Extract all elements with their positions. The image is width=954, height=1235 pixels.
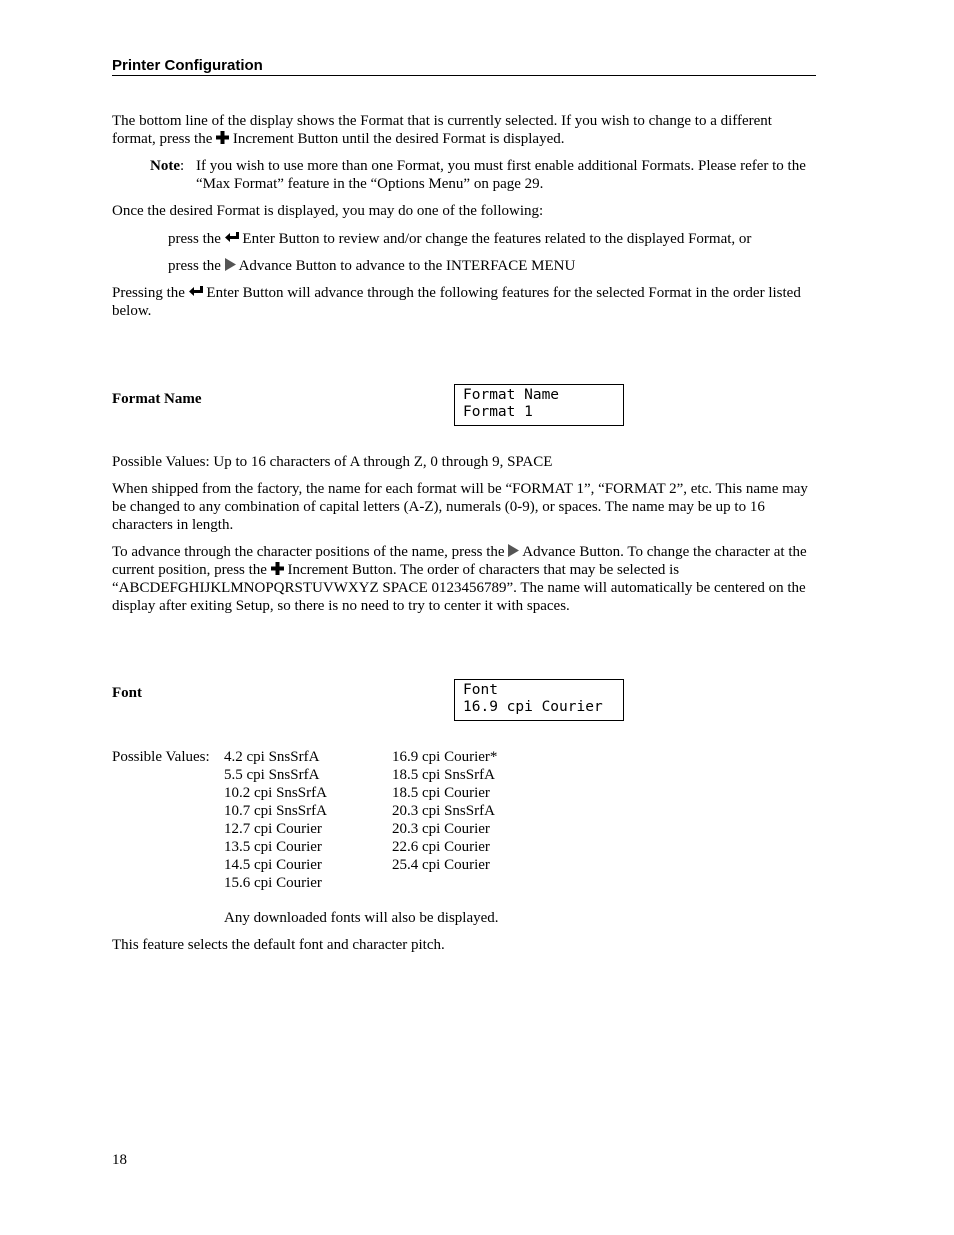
list-item: 10.7 cpi SnsSrfA [224,803,327,819]
intro-paragraph-3 [112,284,816,320]
font-heading: Font [112,685,142,701]
format-name-p2-text-c: Increment Button. The order of characters that may be selected is “ABCDEFGHIJKLMNOPQRSTUVWXYZ SPACE 0123456789”. The name will automatically be centered on the display after exiting Setup, so there is no need to try to center it with spaces. [112,562,806,614]
option-advance-text-b: Advance Button to advance to the INTERFACE MENU [238,258,576,274]
format-name-paragraph-2 [112,543,816,615]
option-advance-text-a: press the [168,258,221,274]
format-name-lcd-display [454,384,624,426]
font-possible-values-label: Possible Values: [112,749,210,765]
page-header-title: Printer Configuration [112,57,263,74]
note-label: Note [150,158,180,174]
page-number: 18 [112,1152,127,1168]
lcd-line-2: Format 1 [463,404,533,420]
font-lcd-display [454,679,624,721]
option-enter-text-b: Enter Button to review and/or change the features related to the displayed Format, or [242,231,752,247]
enter-arrow-icon [225,232,239,244]
list-item: 5.5 cpi SnsSrfA [224,767,320,783]
format-name-possible-values: Possible Values: Up to 16 characters of A through Z, 0 through 9, SPACE [112,454,553,470]
intro-paragraph-2: Once the desired Format is displayed, you may do one of the following: [112,203,544,219]
font-values-column-2 [392,748,497,874]
font-downloaded-note: Any downloaded fonts will also be displayed. [224,910,499,926]
list-item: 16.9 cpi Courier* [392,749,498,765]
list-item: 10.2 cpi SnsSrfA [224,785,327,801]
intro-p1-text-a: The bottom line of the display shows the Format that is currently selected. If you wish to change to a different format, press the [112,113,772,147]
option-advance [168,257,816,275]
right-triangle-icon [225,258,236,271]
note-block [150,157,816,192]
plus-icon [216,131,229,144]
enter-arrow-icon [189,286,203,298]
option-enter-text-a: press the [168,231,221,247]
format-name-heading: Format Name [112,391,202,407]
list-item: 20.3 cpi SnsSrfA [392,803,495,819]
option-enter [168,230,816,248]
list-item: 22.6 cpi Courier [392,839,490,855]
right-triangle-icon [508,544,519,557]
font-description: This feature selects the default font and character pitch. [112,937,445,953]
list-item: 12.7 cpi Courier [224,821,322,837]
lcd-line-1: Format Name [463,387,560,403]
intro-p3-text-a: Pressing the [112,285,185,301]
format-name-p2-text-b: Advance Button. To change the character at the current position, press the [112,544,807,578]
intro-p1-text-b: Increment Button until the desired Format is displayed. [232,131,565,147]
lcd-line-1: Font [463,682,498,698]
note-colon: : [180,158,185,174]
list-item: 18.5 cpi Courier [392,785,490,801]
list-item: 15.6 cpi Courier [224,875,322,891]
list-item: 18.5 cpi SnsSrfA [392,767,495,783]
intro-paragraph-1 [112,112,816,148]
format-name-p2-text-a: To advance through the character positions of the name, press the [112,544,505,560]
format-name-paragraph-1: When shipped from the factory, the name for each format will be “FORMAT 1”, “FORMAT 2”, etc. This name may be changed to any combination of capital letters (A-Z), numerals (0-9), or spaces. The name may be up to 16 characters in length. [112,481,808,533]
list-item: 13.5 cpi Courier [224,839,322,855]
list-item: 20.3 cpi Courier [392,821,490,837]
header-rule [112,75,816,76]
list-item: 25.4 cpi Courier [392,857,490,873]
lcd-line-2: 16.9 cpi Courier [463,699,603,715]
list-item: 14.5 cpi Courier [224,857,322,873]
intro-p3-text-b: Enter Button will advance through the following features for the selected Format in the order listed below. [112,285,801,319]
list-item: 4.2 cpi SnsSrfA [224,749,320,765]
note-text: If you wish to use more than one Format, you must first enable additional Formats. Please refer to the “Max Format” feature in the “Options Menu” on page 29. [196,158,806,192]
plus-icon [271,562,284,575]
font-values-column-1 [224,748,327,892]
